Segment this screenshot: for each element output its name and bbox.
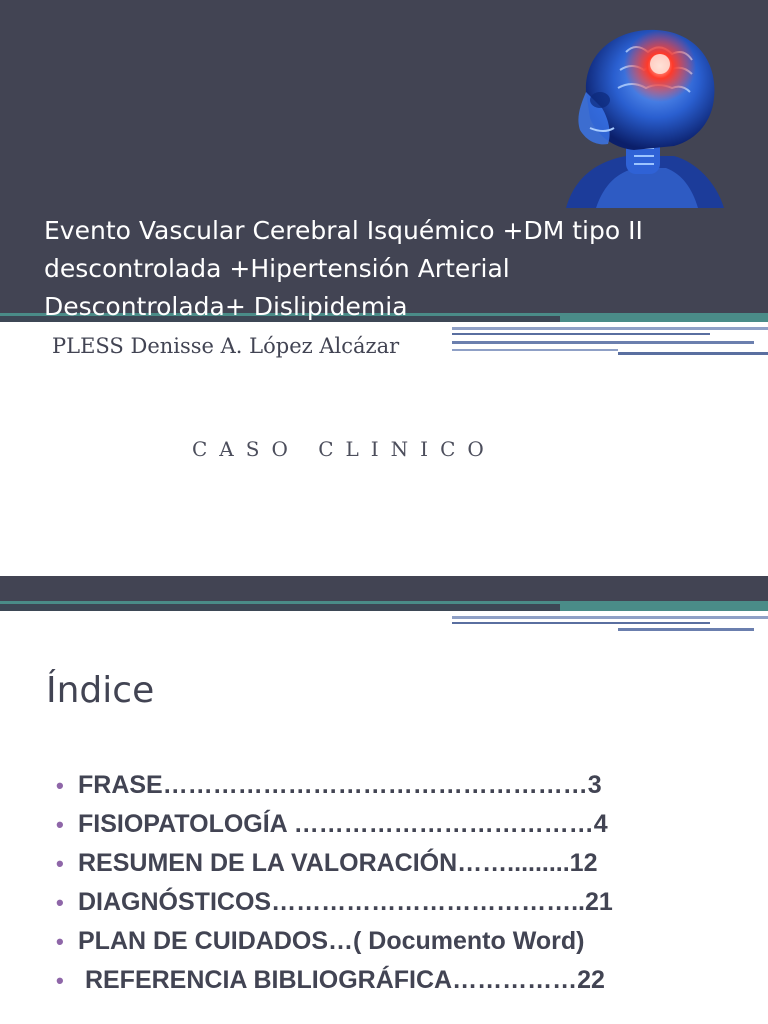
stripe-accent-2 <box>452 622 710 624</box>
bullet-icon: • <box>56 851 64 876</box>
bullet-icon: • <box>56 890 64 915</box>
stripe-accent-1 <box>452 616 768 619</box>
index-band <box>0 576 768 601</box>
stripe-dark <box>0 604 560 611</box>
stripe-accent-1 <box>452 327 768 330</box>
list-item <box>56 844 613 883</box>
list-item-text: PLAN DE CUIDADOS…( Documento Word) <box>78 927 585 955</box>
stripe-accent-3 <box>618 628 754 631</box>
stripe-accent-5 <box>618 352 768 355</box>
list-item <box>56 883 613 922</box>
index-list <box>56 766 613 1000</box>
title-line-2: descontrolada +Hipertensión Arterial <box>44 254 510 283</box>
title-line-1: Evento Vascular Cerebral Isquémico +DM tipo II <box>44 216 643 245</box>
list-item-text: REFERENCIA BIBLIOGRÁFICA……………22 <box>78 966 605 994</box>
list-item <box>56 922 613 961</box>
stripe-accent-3 <box>452 341 754 344</box>
title-line-3: Descontrolada+ Dislipidemia <box>44 292 408 321</box>
stripe-accent-2 <box>452 333 710 335</box>
list-item-text: FRASE……………………………………………3 <box>78 771 602 799</box>
index-slide <box>0 576 768 1024</box>
list-item <box>56 766 613 805</box>
list-item <box>56 805 613 844</box>
author-name: PLESS Denisse A. López Alcázar <box>52 334 400 358</box>
slide-subtitle: CASO CLINICO <box>192 437 496 461</box>
xray-head-brain-icon <box>556 22 726 208</box>
index-heading: Índice <box>46 670 155 711</box>
bullet-icon: • <box>56 773 64 798</box>
bullet-icon: • <box>56 968 64 993</box>
list-item-text: RESUMEN DE LA VALORACIÓN…….........12 <box>78 849 598 877</box>
list-item-text: DIAGNÓSTICOS………………………………..21 <box>78 888 613 916</box>
slide-title <box>44 212 734 326</box>
bullet-icon: • <box>56 929 64 954</box>
list-item-text: FISIOPATOLOGÍA ………………………………4 <box>78 810 608 838</box>
list-item <box>56 961 613 1000</box>
bullet-icon: • <box>56 812 64 837</box>
stripe-accent-4 <box>452 349 618 351</box>
